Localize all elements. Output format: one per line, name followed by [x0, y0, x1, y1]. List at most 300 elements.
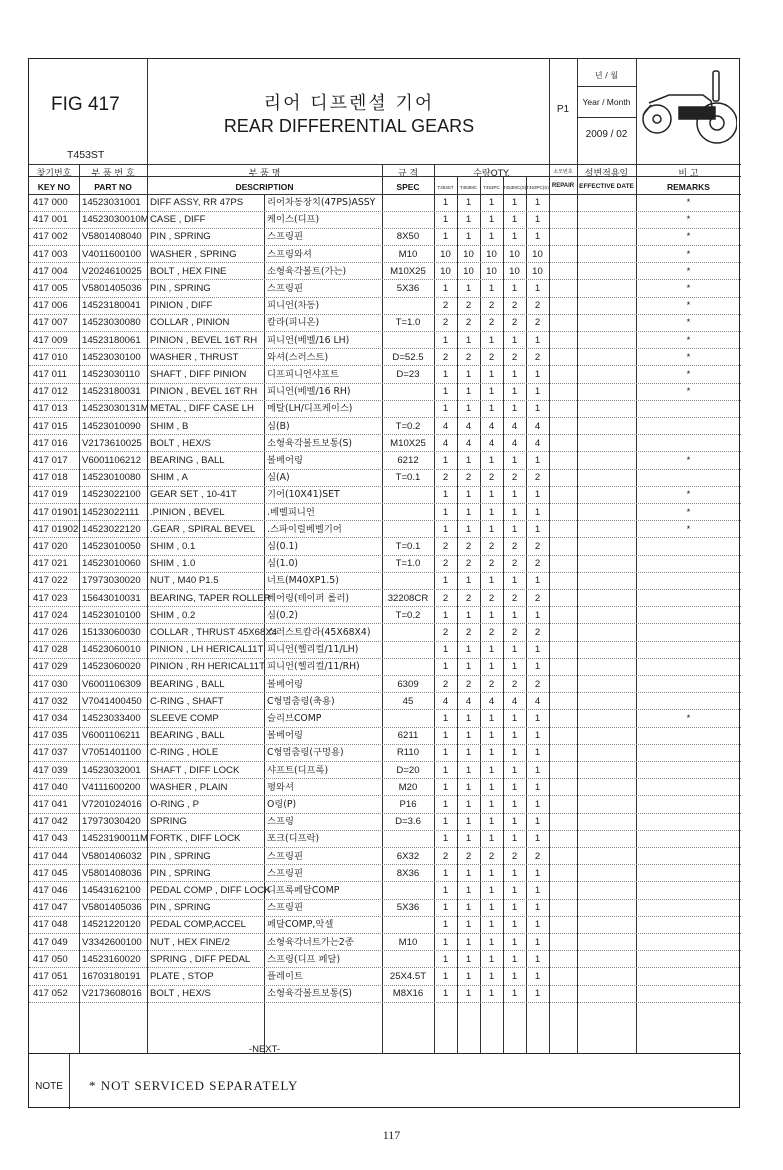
col-desc-en: DESCRIPTION	[235, 182, 294, 192]
qty-cell: 1	[534, 334, 541, 346]
qty-cell: 1	[511, 575, 518, 587]
table-row	[29, 934, 741, 951]
qty-cell: 1	[511, 214, 518, 226]
description-kr: 소형육각볼트보통(S)	[267, 988, 353, 1000]
qty-cell: 1	[442, 489, 449, 501]
part-no: 14523022111	[82, 506, 140, 518]
qty-cell: 2	[534, 627, 541, 638]
qty-cell: 1	[511, 936, 518, 948]
table-row	[29, 366, 741, 383]
qty-cell: 1	[534, 609, 541, 621]
qty-cell: 1	[488, 971, 495, 982]
qty-cell: 2	[511, 472, 518, 484]
qty-cell: 1	[442, 575, 449, 587]
key-no: 417 028	[33, 644, 68, 656]
description: SHIM , A	[150, 472, 188, 484]
description: WASHER , PLAIN	[150, 781, 228, 793]
part-no: 14523031001	[82, 197, 141, 208]
qty-cell: 1	[511, 403, 518, 415]
qty-cell: 1	[488, 644, 495, 656]
part-no: 14523030080	[82, 317, 141, 329]
qty-cell: 1	[534, 214, 541, 226]
qty-cell: 2	[465, 317, 472, 329]
description: C-RING , HOLE	[150, 747, 219, 759]
remarks: *	[686, 386, 691, 398]
qty-cell: 10	[532, 265, 543, 277]
qty-cell: 2	[534, 592, 541, 604]
qty-cell: 1	[465, 661, 472, 673]
part-no: 14523060010	[82, 644, 141, 656]
description: PLATE , STOP	[150, 971, 214, 982]
next-label: -NEXT-	[248, 1044, 281, 1055]
key-no: 417 006	[33, 300, 68, 312]
key-no: 417 049	[33, 936, 68, 948]
qty-cell: 2	[511, 317, 518, 329]
qty-cell: 2	[511, 678, 518, 690]
qty-cell: 4	[442, 420, 449, 432]
qty-cell: 2	[534, 678, 541, 690]
qty-cell: 1	[442, 953, 449, 965]
part-no: 17973030420	[82, 816, 141, 828]
table-row	[29, 727, 741, 744]
qty-cell: 1	[488, 953, 495, 965]
description: SHAFT , DIFF LOCK	[150, 764, 240, 776]
qty-cell: 1	[511, 885, 518, 896]
date-divider	[577, 86, 636, 87]
qty-cell: 1	[442, 661, 449, 673]
spec: T=0.1	[395, 541, 421, 552]
part-no: 14523032001	[82, 764, 141, 776]
qty-cell: 2	[511, 558, 518, 570]
table-row	[29, 572, 741, 589]
table-row	[29, 865, 741, 882]
qty-cell: 1	[488, 833, 495, 845]
col-key-en: KEY NO	[37, 182, 71, 192]
qty-cell: 1	[465, 575, 472, 587]
spec: 32208CR	[387, 592, 429, 604]
table-row	[29, 504, 741, 521]
remarks: *	[686, 248, 691, 260]
qty-cell: 1	[511, 971, 518, 982]
qty-cell: 1	[488, 988, 495, 1000]
qty-cell: 1	[534, 833, 541, 845]
qty-cell: 4	[465, 437, 472, 449]
date-value: 2009 / 02	[585, 129, 628, 140]
spec: T=1.0	[395, 558, 421, 570]
table-row	[29, 400, 741, 417]
part-no: 14523030100	[82, 351, 141, 363]
part-no: 15133060030	[82, 627, 141, 638]
table-row	[29, 658, 741, 675]
qty-cell: 1	[465, 799, 472, 810]
description-kr: 피니언(헬리컬/11/LH)	[267, 644, 359, 656]
qty-cell: 1	[534, 936, 541, 948]
qty-cell: 1	[465, 713, 472, 724]
key-no: 417 040	[33, 781, 68, 793]
description: PEDAL COMP,ACCEL	[150, 919, 246, 931]
qty-cell: 1	[488, 575, 495, 587]
qty-cell: 1	[511, 730, 518, 742]
qty-cell: 1	[534, 197, 541, 208]
part-no: 14523022120	[82, 523, 141, 535]
qty-cell: 4	[488, 437, 495, 449]
part-no: V5801408040	[82, 231, 142, 243]
key-no: 417 015	[33, 420, 68, 432]
remarks: *	[686, 489, 691, 501]
qty-cell: 2	[465, 627, 472, 638]
key-no: 417 051	[33, 971, 68, 982]
description: WASHER , THRUST	[150, 351, 239, 363]
qty-cell: 1	[511, 231, 518, 243]
table-row	[29, 607, 741, 624]
qty-cell: 1	[534, 644, 541, 656]
description-kr: .베벨피니언	[267, 506, 315, 518]
qty-cell: 1	[488, 214, 495, 226]
description-kr: 스프링핀	[267, 867, 303, 879]
col-repair-kr: 소모번호	[553, 169, 573, 175]
qty-cell: 2	[465, 558, 472, 570]
description: PINION , LH HERICAL11T	[150, 644, 264, 656]
qty-model-3: T453PC	[483, 185, 500, 190]
part-no: V6001106309	[82, 678, 142, 690]
table-row	[29, 693, 741, 710]
spec: T=0.2	[395, 420, 421, 432]
description-kr: 케이스(디프)	[267, 214, 320, 226]
qty-cell: 1	[534, 575, 541, 587]
qty-cell: 1	[488, 523, 495, 535]
row-divider	[29, 1002, 741, 1003]
qty-model-5: T453PC(S)	[526, 185, 549, 190]
description-kr: 소형육각너트가는2종	[267, 936, 354, 948]
description-kr: 스프링	[267, 816, 294, 828]
description: PINION , RH HERICAL11T	[150, 661, 265, 673]
qty-cell: 1	[488, 867, 495, 879]
description-kr: 리어차동장치(47PS)ASSY	[267, 197, 376, 208]
key-no: 417 037	[33, 747, 68, 759]
col-part-kr: 부 품 번 호	[91, 169, 135, 179]
spec: 5X36	[396, 902, 420, 914]
key-no: 417 011	[33, 369, 67, 380]
description: PIN , SPRING	[150, 231, 211, 243]
part-no: V5801405036	[82, 283, 142, 294]
spec: 6211	[397, 730, 419, 742]
qty-cell: 1	[511, 661, 518, 673]
tractor-icon	[639, 63, 737, 161]
qty-cell: 1	[465, 747, 472, 759]
description-kr: 심(0.1)	[267, 541, 299, 552]
table-row	[29, 590, 741, 607]
qty-cell: 1	[442, 506, 449, 518]
description-kr: 디프록페달COMP	[267, 885, 340, 896]
part-no: 14523030010M	[82, 214, 149, 226]
table-row	[29, 985, 741, 1002]
qty-cell: 2	[534, 351, 541, 363]
description-kr: 스러스트칼라(45X68X4)	[267, 627, 371, 638]
qty-cell: 4	[511, 695, 518, 707]
qty-cell: 1	[511, 489, 518, 501]
qty-cell: 1	[442, 747, 449, 759]
description-kr: C형멈춤링(구멍용)	[267, 747, 344, 759]
qty-cell: 1	[488, 334, 495, 346]
qty-cell: 2	[534, 850, 541, 862]
qty-cell: 1	[534, 403, 541, 415]
qty-cell: 1	[442, 334, 449, 346]
description: GEAR SET , 10-41T	[150, 489, 237, 501]
key-no: 417 029	[33, 661, 68, 673]
remarks: *	[686, 231, 691, 243]
key-no: 417 01901	[33, 506, 79, 518]
key-no: 417 035	[33, 730, 68, 742]
part-no: V3342600100	[82, 936, 142, 948]
description-kr: 스프링와셔	[267, 248, 312, 260]
qty-cell: 1	[488, 231, 495, 243]
parts-table	[29, 194, 741, 1053]
qty-cell: 1	[465, 816, 472, 828]
qty-cell: 1	[511, 764, 518, 776]
key-no: 417 018	[33, 472, 68, 484]
table-row	[29, 676, 741, 693]
description-kr: 심(B)	[267, 420, 290, 432]
qty-cell: 2	[488, 351, 495, 363]
qty-cell: 1	[465, 867, 472, 879]
key-no: 417 020	[33, 541, 68, 552]
description: PIN , SPRING	[150, 283, 211, 294]
qty-cell: 1	[488, 506, 495, 518]
description: SHIM , 0.1	[150, 541, 196, 552]
key-no: 417 009	[33, 334, 68, 346]
qty-cell: 2	[465, 541, 472, 552]
part-no: V5801406032	[82, 850, 142, 862]
table-row	[29, 899, 741, 916]
description: COLLAR , THRUST 45X68X4	[150, 627, 278, 638]
qty-cell: 1	[465, 936, 472, 948]
qty-cell: 1	[488, 403, 495, 415]
key-no: 417 041	[33, 799, 68, 810]
table-row	[29, 452, 741, 469]
remarks: *	[686, 300, 691, 312]
qty-cell: 1	[534, 781, 541, 793]
part-no: 14523180031	[82, 386, 141, 398]
qty-cell: 2	[465, 472, 472, 484]
qty-cell: 1	[534, 988, 541, 1000]
description: SHAFT , DIFF PINION	[150, 369, 247, 380]
fig-number: FIG 417	[51, 94, 120, 115]
spec: P16	[399, 799, 417, 810]
qty-cell: 1	[442, 816, 449, 828]
description: WASHER , SPRING	[150, 248, 237, 260]
table-row	[29, 280, 741, 297]
qty-cell: 1	[534, 386, 541, 398]
qty-cell: 1	[511, 919, 518, 931]
qty-cell: 2	[488, 472, 495, 484]
description: BEARING , BALL	[150, 455, 225, 466]
part-no: V2024610025	[82, 265, 142, 277]
qty-cell: 2	[488, 317, 495, 329]
qty-cell: 1	[511, 799, 518, 810]
qty-cell: 10	[463, 265, 474, 277]
qty-cell: 1	[488, 781, 495, 793]
remarks: *	[686, 265, 691, 277]
qty-cell: 1	[534, 730, 541, 742]
description-kr: 메탈(LH/디프케이스)	[267, 403, 353, 415]
part-no: 15643010031	[82, 592, 141, 604]
qty-cell: 1	[442, 936, 449, 948]
qty-cell: 2	[534, 300, 541, 312]
key-no: 417 032	[33, 695, 68, 707]
qty-cell: 1	[511, 506, 518, 518]
key-no: 417 050	[33, 953, 68, 965]
description-kr: 평와셔	[267, 781, 294, 793]
description: BEARING , BALL	[150, 730, 225, 742]
part-no: V2173610025	[82, 437, 142, 449]
note-top-line	[29, 1053, 741, 1054]
description-kr: 디프피니언샤프트	[267, 369, 339, 380]
qty-cell: 1	[511, 197, 518, 208]
qty-cell: 1	[488, 902, 495, 914]
table-row	[29, 194, 741, 211]
qty-cell: 2	[442, 300, 449, 312]
qty-cell: 1	[442, 386, 449, 398]
col-part-en: PART NO	[94, 182, 132, 192]
table-row	[29, 813, 741, 830]
spec: D=3.6	[395, 816, 421, 828]
qty-cell: 4	[465, 420, 472, 432]
description: PINION , BEVEL 16T RH	[150, 386, 258, 398]
qty-cell: 1	[534, 455, 541, 466]
part-no: 14523033400	[82, 713, 141, 724]
spec: D=52.5	[392, 351, 424, 363]
qty-cell: 1	[442, 902, 449, 914]
col-eff-en: EFFECTIVE DATE	[579, 183, 634, 190]
qty-cell: 2	[534, 472, 541, 484]
qty-cell: 1	[465, 523, 472, 535]
qty-cell: 4	[534, 695, 541, 707]
description-kr: 기어(10X41)SET	[267, 489, 340, 501]
date-label-en: Year / Month	[582, 97, 631, 107]
table-row	[29, 744, 741, 761]
qty-cell: 1	[442, 885, 449, 896]
spec: M10	[398, 248, 418, 260]
qty-cell: 1	[511, 523, 518, 535]
qty-cell: 1	[465, 833, 472, 845]
qty-cell: 1	[534, 971, 541, 982]
qty-cell: 1	[488, 386, 495, 398]
part-no: 14543162100	[82, 885, 141, 896]
remarks: *	[686, 351, 691, 363]
part-no: V4011600100	[82, 248, 142, 260]
qty-model-1: T453ST	[437, 185, 454, 190]
key-no: 417 021	[33, 558, 68, 570]
description: O-RING , P	[150, 799, 200, 810]
qty-cell: 1	[442, 730, 449, 742]
description-kr: 샤프트(디프록)	[267, 764, 329, 776]
description-kr: 칼라(피니온)	[267, 317, 320, 329]
qty-cell: 1	[534, 661, 541, 673]
table-row	[29, 349, 741, 366]
qty-cell: 1	[465, 644, 472, 656]
key-no: 417 022	[33, 575, 68, 587]
qty-cell: 2	[442, 592, 449, 604]
part-no: 14523010060	[82, 558, 141, 570]
page-number: 117	[382, 1128, 401, 1142]
qty-cell: 1	[442, 197, 449, 208]
qty-cell: 1	[534, 764, 541, 776]
qty-cell: 1	[534, 747, 541, 759]
key-no: 417 010	[33, 351, 68, 363]
description-kr: 피니언(헬리컬/11/RH)	[267, 661, 360, 673]
qty-cell: 1	[442, 609, 449, 621]
qty-cell: 1	[534, 816, 541, 828]
description: BOLT , HEX/S	[150, 437, 211, 449]
key-no: 417 002	[33, 231, 68, 243]
description: PIN , SPRING	[150, 867, 211, 879]
qty-cell: 1	[465, 988, 472, 1000]
part-no: 14523180041	[82, 300, 141, 312]
col-spec-en: SPEC	[396, 182, 420, 192]
qty-cell: 1	[442, 781, 449, 793]
qty-cell: 2	[442, 558, 449, 570]
description: CASE , DIFF	[150, 214, 206, 226]
qty-model-4: T453MC(S)	[503, 185, 527, 190]
qty-cell: 1	[534, 902, 541, 914]
qty-cell: 1	[442, 369, 449, 380]
spec: M10X25	[390, 265, 426, 277]
qty-cell: 1	[488, 713, 495, 724]
qty-cell: 1	[511, 781, 518, 793]
table-row	[29, 916, 741, 933]
qty-cell: 1	[465, 953, 472, 965]
description-kr: C형멈춤링(축용)	[267, 695, 335, 707]
key-no: 417 034	[33, 713, 68, 724]
key-no: 417 016	[33, 437, 68, 449]
qty-cell: 1	[465, 214, 472, 226]
qty-cell: 2	[442, 850, 449, 862]
part-no: 14523030110	[82, 369, 140, 380]
description: BEARING, TAPER ROLLER	[150, 592, 271, 604]
qty-cell: 1	[511, 386, 518, 398]
table-row	[29, 314, 741, 331]
description-kr: 피니언(차동)	[267, 300, 320, 312]
qty-cell: 2	[488, 678, 495, 690]
qty-cell: 1	[442, 455, 449, 466]
qty-cell: 2	[511, 541, 518, 552]
spec: 6212	[397, 455, 419, 466]
description-kr: 피니언(베벨/16 LH)	[267, 334, 350, 346]
qty-cell: 1	[534, 867, 541, 879]
col-desc-kr: 부 품 명	[248, 169, 281, 179]
part-no: 14523190011M	[82, 833, 148, 845]
qty-cell: 1	[488, 609, 495, 621]
part-no: 14523010100	[82, 609, 141, 621]
spec: 45	[402, 695, 414, 707]
description: NUT , M40 P1.5	[150, 575, 219, 587]
qty-cell: 2	[465, 678, 472, 690]
qty-cell: 1	[488, 489, 495, 501]
description-kr: 스프링핀	[267, 850, 303, 862]
remarks: *	[686, 214, 691, 226]
date-divider	[577, 117, 636, 118]
table-row	[29, 538, 741, 555]
qty-cell: 2	[534, 541, 541, 552]
description-kr: 슬리브COMP	[267, 713, 322, 724]
qty-cell: 1	[465, 403, 472, 415]
qty-cell: 10	[486, 248, 497, 260]
spec: D=20	[396, 764, 420, 776]
qty-cell: 2	[442, 317, 449, 329]
qty-cell: 1	[488, 730, 495, 742]
table-row	[29, 521, 741, 538]
description: NUT , HEX FINE/2	[150, 936, 230, 948]
